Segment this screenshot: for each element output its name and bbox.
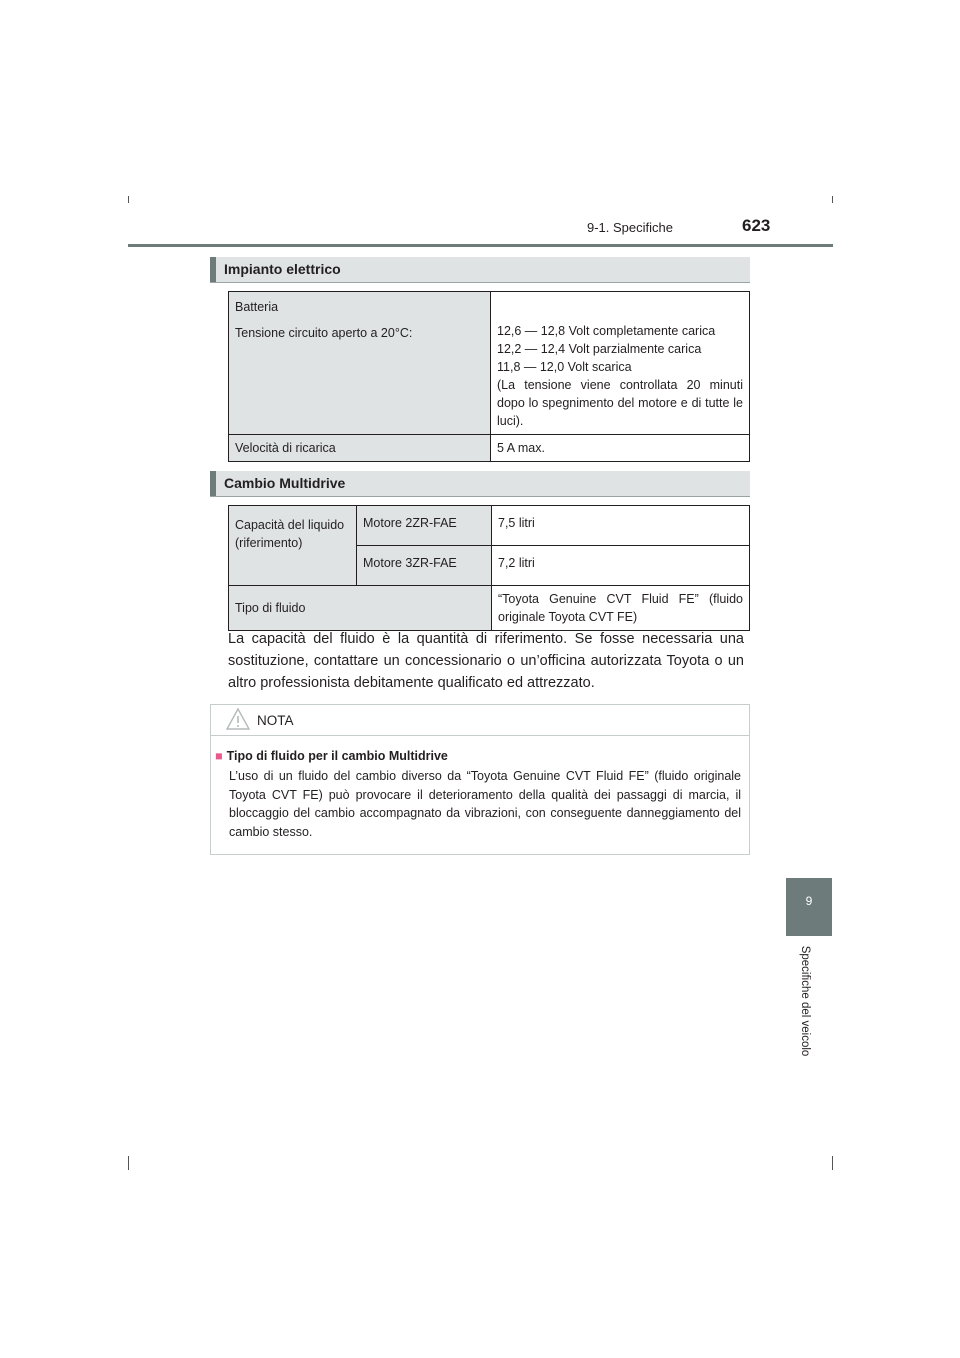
heading-text: Impianto elettrico	[224, 261, 341, 277]
note-body: L’uso di un fluido del cambio diverso da “Toyota Genuine CVT Fluid FE” (fluido originale Toyota CVT FE) può provocare il deterioramento della qualità dei passaggi di marcia, il bloccaggio del cambio accompagnato da vibrazioni, con conseguente danneggiamento del cambio stesso.	[229, 769, 741, 839]
chapter-title: Specifiche del veicolo	[799, 945, 811, 1057]
note-header	[211, 705, 749, 736]
engine-label: Motore 3ZR-FAE	[357, 546, 492, 586]
crop-mark	[832, 1156, 833, 1170]
voltage-values-cell	[491, 292, 750, 435]
engine-label: Motore 2ZR-FAE	[357, 506, 492, 546]
capacity-label: Capacità del liquido (riferimento)	[229, 506, 357, 586]
note-subtitle-line	[215, 749, 448, 763]
crop-mark	[128, 1156, 129, 1170]
voltage-value: 12,2 — 12,4 Volt parzialmente carica	[497, 342, 702, 356]
capacity-paragraph: La capacità del fluido è la quantità di riferimento. Se fosse necessaria una sostituzione, contattare un concessionario o un’officina autorizzata Toyota o un altro professionista debitamente qualificato ed attrezzato.	[228, 631, 744, 691]
heading-bar	[210, 471, 216, 496]
section-heading-electrical	[210, 257, 750, 283]
crop-mark	[128, 196, 129, 203]
chapter-number: 9	[805, 894, 813, 908]
section-heading-transmission	[210, 471, 750, 497]
chapter-tab	[786, 878, 832, 936]
voltage-value: 11,8 — 12,0 Volt scarica	[497, 360, 632, 374]
page-number: 623	[742, 216, 771, 235]
heading-text: Cambio Multidrive	[224, 475, 346, 491]
electrical-table	[228, 291, 750, 462]
voltage-label: Tensione circuito aperto a 20°C:	[235, 326, 413, 340]
note-subtitle: Tipo di fluido per il cambio Multidrive	[226, 749, 448, 763]
warning-triangle-icon	[225, 707, 251, 731]
capacity-value: 7,2 litri	[492, 546, 750, 586]
heading-bar	[210, 257, 216, 282]
fluid-label: Tipo di fluido	[229, 586, 492, 631]
header-rule	[128, 244, 833, 247]
fluid-value: “Toyota Genuine CVT Fluid FE” (fluido originale Toyota CVT FE)	[492, 586, 750, 631]
table-row	[229, 506, 750, 546]
voltage-note: (La tensione viene controllata 20 minuti dopo lo spegnimento del motore e di tutte le luci).	[497, 378, 743, 428]
note-title: NOTA	[257, 713, 294, 728]
capacity-value: 7,5 litri	[492, 506, 750, 546]
square-bullet-icon: ■	[215, 749, 223, 763]
battery-label: Batteria	[235, 300, 279, 314]
table-row	[229, 586, 750, 631]
section-label: 9-1. Specifiche	[587, 220, 673, 235]
table-row	[229, 435, 750, 462]
battery-cell	[229, 292, 491, 435]
voltage-value: 12,6 — 12,8 Volt completamente carica	[497, 324, 716, 338]
charge-value: 5 A max.	[491, 435, 750, 462]
crop-mark	[832, 196, 833, 203]
table-row	[229, 292, 750, 435]
transmission-table	[228, 505, 750, 631]
note-box	[210, 704, 750, 855]
charge-label: Velocità di ricarica	[229, 435, 491, 462]
